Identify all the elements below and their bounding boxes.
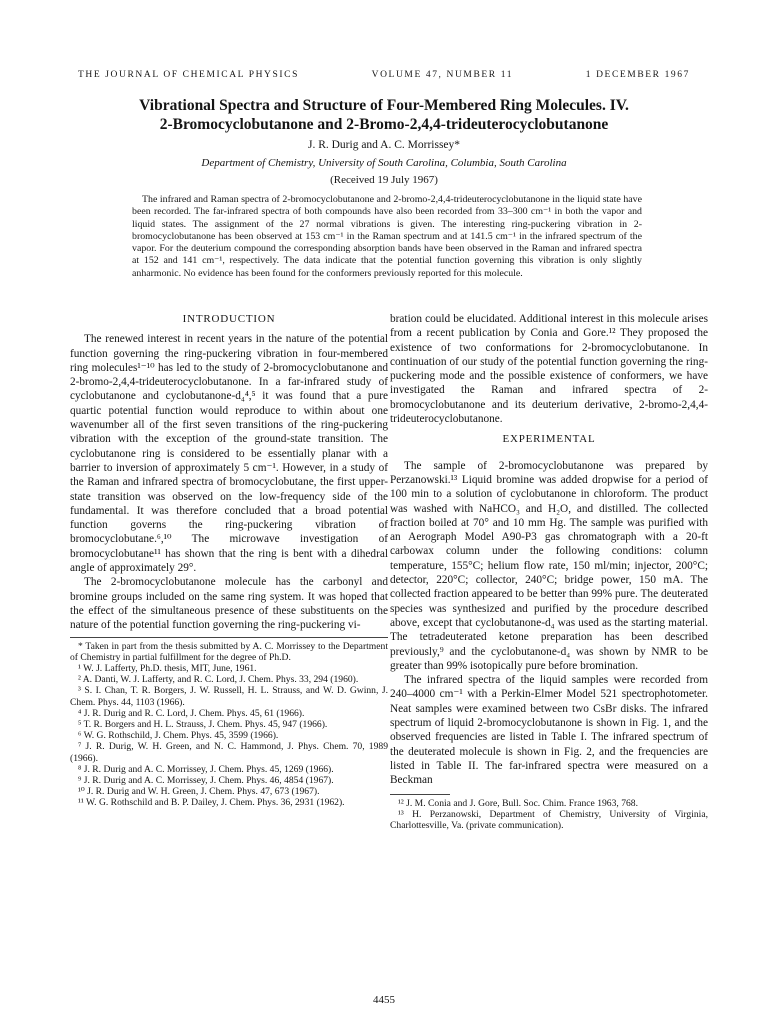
footnote: ⁸ J. R. Durig and A. C. Morrissey, J. Chem. Phys. 45, 1269 (1966). bbox=[78, 763, 334, 775]
introduction-heading: INTRODUCTION bbox=[182, 313, 276, 325]
paper-title bbox=[60, 96, 708, 134]
received-date: (Received 19 July 1967) bbox=[330, 174, 438, 186]
footnote: ⁷ J. R. Durig, W. H. Green, and N. C. Hammond, J. Phys. Chem. 70, 1989 (1966). bbox=[70, 741, 388, 764]
intro-paragraph-continued: bration could be elucidated. Additional interest in this molecule arises from a recent publication by Conia and Gore.¹² They proposed the existence of two conformations for 2-bromocyclobutanone. In continuation of our study of the potential function governing the ring-puckering mode and the possible existence of conformers, we have investigated the Raman and infrared spectra of 2-bromocyclobutanone and its deuterium derivative, 2-bromo-2,4,4-trideuterocyclobutanone. bbox=[390, 313, 708, 426]
footnote: ⁶ W. G. Rothschild, J. Chem. Phys. 45, 3599 (1966). bbox=[78, 730, 279, 742]
right-column bbox=[390, 312, 708, 831]
journal-name: THE JOURNAL OF CHEMICAL PHYSICS bbox=[78, 70, 299, 80]
footnotes-left bbox=[70, 641, 388, 809]
experimental-paragraph-1: The sample of 2-bromocyclobutanone was prepared by Perzanowski.¹³ Liquid bromine was added dropwise for a period of 100 min to a solution of cyclobutanone in chloroform. The product was washed with NaHCO₃ and H₂O, and distilled. The collected fraction boiled at 70° and 10 mm Hg. The sample was purified with an Aerograph Model A90-P3 gas chromatograph with a 20-ft carbowax column under the following conditions: column temperature, 155°C; helium flow rate, 150 ml/min; injector, 200°C; detector, 220°C; collector, 240°C; bridge power, 150 mA. The collected fraction appeared to be better than 99% pure. The deuterated species was synthesized and purified by the procedure described above, except that cyclobutanone-d₄ was used as the starting material. The tetradeuterated ketone preparation has been described previously,⁹ and the cyclobutanone-d₄ was shown by NMR to be greater than 99% isotopically pure before bromination. bbox=[390, 459, 708, 672]
footnote: ¹² J. M. Conia and J. Gore, Bull. Soc. Chim. France 1963, 768. bbox=[398, 797, 638, 809]
intro-paragraph-1: The renewed interest in recent years in the nature of the potential function governing the ring-puckering vibration in four-membered ring molecules¹⁻¹⁰ has led to the study of 2-bromocyclobutanone and 2-bromo-2,4,4-trideuterocyclobutanone. In a far-infrared study of cyclobutanone and cyclobutanone-d₄⁴,⁵ it was found that a pure quartic potential function would reproduce to within about one wavenumber all of the first seven transitions of the ring-puckering vibration with the exception of the ground-state transition. The cyclobutanone ring is considered to be essentially planar with a barrier to inversion of approximately 5 cm⁻¹. However, in a study of the Raman and infrared spectra of bromocyclobutane, the first upper-state transition was observed on the low-frequency side of the fundamental. It was therefore concluded that a broad potential function governs the ring-puckering vibration of bromocyclobutane.⁶,¹⁰ The microwave investigation of bromocyclobutane¹¹ has shown that the ring is bent with a dihedral angle of approximately 29°. bbox=[70, 333, 388, 575]
footnote: ² A. Danti, W. J. Lafferty, and R. C. Lord, J. Chem. Phys. 33, 294 (1960). bbox=[78, 674, 359, 686]
footnote-divider bbox=[70, 637, 388, 638]
footnote: ⁹ J. R. Durig and A. C. Morrissey, J. Chem. Phys. 46, 4854 (1967). bbox=[78, 774, 334, 786]
intro-paragraph-2: The 2-bromocyclobutanone molecule has the carbonyl and bromine groups included on the same ring system. It was hoped that the effect of the simultaneous presence of these substituents on the nature of the potential function governing the ring-puckering vi- bbox=[70, 576, 388, 632]
title-line-1: Vibrational Spectra and Structure of Four-Membered Ring Molecules. IV. bbox=[139, 97, 629, 114]
left-column bbox=[70, 312, 388, 809]
footnote: ¹³ H. Perzanowski, Department of Chemistry, University of Virginia, Charlottesville, Va. (private communication). bbox=[390, 808, 708, 831]
abstract: The infrared and Raman spectra of 2-bromocyclobutanone and 2-bromo-2,4,4-trideuterocyclobutanone in the liquid state have been recorded. The far-infrared spectra of both compounds have also been recorded from 33–300 cm⁻¹ in both the vapor and liquid states. The assignment of the 27 normal vibrations is given. The interesting ring-puckering vibration in 2-bromocyclobutanone has been observed at 153 cm⁻¹ in the Raman spectrum and at 141.5 cm⁻¹ in the infrared spectrum of the vapor. For the deuterium compound the corresponding absorption bands have been observed in the Raman and infrared spectra at 152 and 141 cm⁻¹, respectively. The data indicate that the potential function governing this vibration is only slightly anharmonic. No evidence has been found for the conformers previously reported for this molecule. bbox=[132, 194, 642, 279]
page-number: 4455 bbox=[373, 994, 395, 1006]
footnote: ¹ W. J. Lafferty, Ph.D. thesis, MIT, June, 1961. bbox=[78, 662, 257, 674]
footnote: * Taken in part from the thesis submitted by A. C. Morrissey to the Department of Chemistry in partial fulfillment for the degree of Ph.D. bbox=[70, 640, 388, 663]
footnote: ¹¹ W. G. Rothschild and B. P. Dailey, J. Chem. Phys. 36, 2931 (1962). bbox=[78, 797, 345, 809]
volume-number: VOLUME 47, NUMBER 11 bbox=[371, 70, 514, 80]
footnote: ¹⁰ J. R. Durig and W. H. Green, J. Chem. Phys. 47, 673 (1967). bbox=[78, 786, 320, 798]
footnotes-right bbox=[390, 798, 708, 832]
experimental-paragraph-2: The infrared spectra of the liquid samples were recorded from 240–4000 cm⁻¹ with a Perkin-Elmer Model 521 spectrophotometer. Neat samples were examined between two CsBr disks. The infrared spectrum of liquid 2-bromocyclobutanone is shown in Fig. 1, and the observed frequencies are listed in Table I. The infrared spectrum of the deuterated molecule is shown in Fig. 2, and the frequencies are listed in Table II. The far-infrared spectra were measured on a Beckman bbox=[390, 674, 708, 787]
affiliation: Department of Chemistry, University of South Carolina, Columbia, South Carolina bbox=[201, 157, 567, 169]
running-head bbox=[78, 70, 690, 80]
footnote: ⁵ T. R. Borgers and H. L. Strauss, J. Chem. Phys. 45, 947 (1966). bbox=[78, 718, 328, 730]
title-line-2: 2-Bromocyclobutanone and 2-Bromo-2,4,4-trideuterocyclobutanone bbox=[159, 116, 609, 133]
issue-date: 1 DECEMBER 1967 bbox=[585, 70, 690, 80]
footnote-divider bbox=[390, 794, 450, 795]
experimental-heading: EXPERIMENTAL bbox=[502, 433, 596, 446]
footnote: ⁴ J. R. Durig and R. C. Lord, J. Chem. Phys. 45, 61 (1966). bbox=[78, 707, 305, 719]
authors: J. R. Durig and A. C. Morrissey* bbox=[307, 139, 461, 151]
footnote: ³ S. I. Chan, T. R. Borgers, J. W. Russell, H. L. Strauss, and W. D. Gwinn, J. Chem. Phys. 44, 1103 (1966). bbox=[70, 685, 388, 708]
